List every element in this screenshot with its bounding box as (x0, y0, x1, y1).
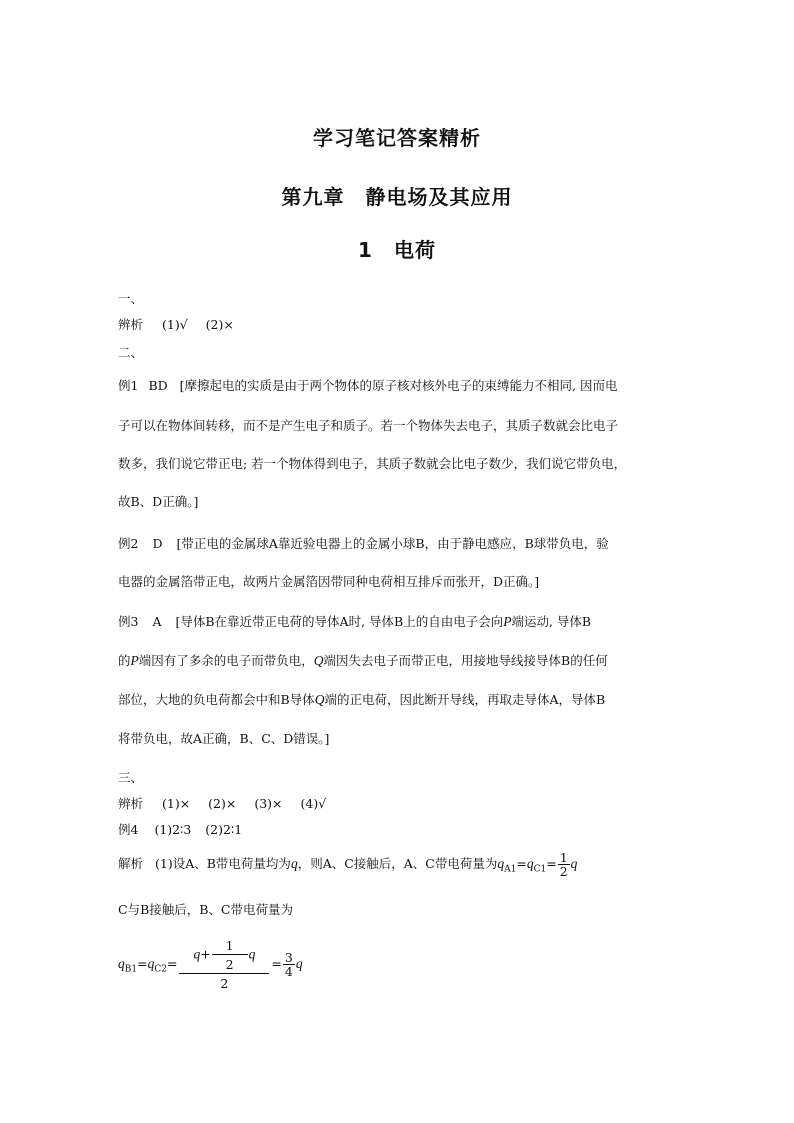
fraction-denominator: 2 (225, 956, 234, 972)
part1-label: 一、 (118, 291, 144, 306)
subscript: C2 (154, 964, 167, 975)
solution-text: (1)设A、B带电荷量均为 (155, 856, 291, 871)
equals-sign: = (166, 956, 178, 971)
equals-sign: = (137, 956, 148, 971)
fraction-denominator: 2 (559, 864, 568, 879)
variable-p: P (503, 614, 512, 629)
example3-line (118, 614, 683, 630)
example-text: 端的正电荷，因此断开导线，再取走导体A，导体B (324, 692, 606, 707)
page-title: 学习笔记答案精析 (313, 126, 481, 150)
variable-q: q (570, 856, 578, 871)
example1-text: 子可以在物体间转移，而不是产生电子和质子。若一个物体失去电子，其质子数就会比电子 (118, 418, 619, 433)
part2-label: 二、 (118, 345, 144, 360)
variable-q: Q (313, 653, 324, 668)
subscript: A1 (504, 864, 517, 875)
example-answer: BD (148, 378, 168, 393)
example3-text: 将带负电，故A正确，B、C、D错误。] (118, 731, 330, 746)
example1-text: 故B、D正确。] (118, 494, 199, 509)
solution-text: ，则A、C接触后，A、C带电荷量为 (297, 856, 498, 871)
fraction-half (212, 939, 248, 971)
fraction-three-quarters (283, 951, 295, 978)
plus-sign: + (200, 946, 211, 961)
bianxi-label: 辨析 (118, 796, 144, 811)
example1-text: 数多，我们说它带正电; 若一个物体得到电子，其质子数就会比电子数少，我们说它带负电， (118, 456, 627, 471)
example-text: 的 (118, 653, 131, 668)
variable-q: q (497, 856, 505, 871)
fraction-half (558, 851, 570, 878)
variable-q: Q (314, 692, 325, 707)
fraction-numerator: 1 (212, 939, 248, 955)
example-lead: 例4 (118, 822, 139, 837)
example-text: 端运动, 导体B (511, 614, 592, 629)
example-answer: D (152, 536, 163, 551)
part3-bianxi (118, 796, 683, 812)
variable-q: q (526, 856, 534, 871)
fraction-numerator: 3 (284, 950, 293, 965)
subscript: C1 (533, 864, 547, 875)
variable-q: q (147, 956, 155, 971)
example3-text (118, 653, 683, 669)
variable-q: q (295, 956, 303, 971)
equation-line (118, 932, 683, 996)
equals-sign: = (546, 856, 557, 871)
example2-text: 电器的金属箔带正电，故两片金属箔因带同种电荷相互排斥而张开，D正确。] (118, 574, 540, 589)
example-lead: 例1 (118, 378, 139, 393)
fraction-numerator: 1 (559, 850, 568, 865)
answer: (2)× (208, 796, 237, 811)
chapter-title: 第九章 静电场及其应用 (281, 185, 513, 209)
part3-label: 三、 (118, 770, 144, 785)
example1-line (118, 378, 683, 394)
example-lead: 例3 (118, 614, 139, 629)
fraction-numerator (179, 939, 269, 974)
subscript: B1 (124, 964, 138, 975)
solution-line (118, 846, 683, 882)
example-text: [摩擦起电的实质是由于两个物体的原子核对核外电子的束缚能力不相同, 因而电 (179, 378, 618, 393)
example-text: 端因失去电子而带正电，用接地导线接导体B的任何 (323, 653, 608, 668)
variable-q: q (290, 856, 298, 871)
answer: (1)2∶3 (154, 822, 192, 837)
answer: (2)× (205, 317, 234, 332)
compound-fraction (179, 939, 269, 991)
variable-q: q (118, 956, 125, 971)
variable-p: P (130, 653, 139, 668)
answer: (2)2∶1 (205, 822, 243, 837)
equals-sign: = (516, 856, 527, 871)
solution-label: 解析 (118, 856, 144, 871)
bianxi-label: 辨析 (118, 317, 144, 332)
solution-text: C与B接触后，B、C带电荷量为 (118, 902, 294, 917)
example-lead: 例2 (118, 536, 139, 551)
example3-text (118, 692, 683, 708)
variable-q: q (248, 946, 256, 961)
example2-line (118, 536, 683, 552)
variable-q: q (193, 946, 201, 961)
section-title: 1 电荷 (358, 238, 436, 262)
example-answer: A (152, 614, 162, 629)
example-text: [导体B在靠近带正电荷的导体A时, 导体B上的自由电子会向 (175, 614, 504, 629)
answer: (3)× (254, 796, 283, 811)
example4-line (118, 822, 683, 838)
part1-bianxi (118, 317, 683, 333)
answer: (1)× (161, 796, 191, 811)
fraction-denominator: 2 (220, 975, 229, 991)
example-text: 端因有了多余的电子而带负电， (138, 653, 314, 668)
equals-sign: = (271, 956, 282, 971)
fraction-denominator: 4 (284, 964, 293, 979)
example-text: [带正电的金属球A靠近验电器上的金属小球B，由于静电感应，B球带负电，验 (176, 536, 609, 551)
answer: (4)√ (300, 796, 327, 811)
answer: (1)√ (161, 317, 188, 332)
example-text: 部位，大地的负电荷都会中和B导体 (118, 692, 315, 707)
